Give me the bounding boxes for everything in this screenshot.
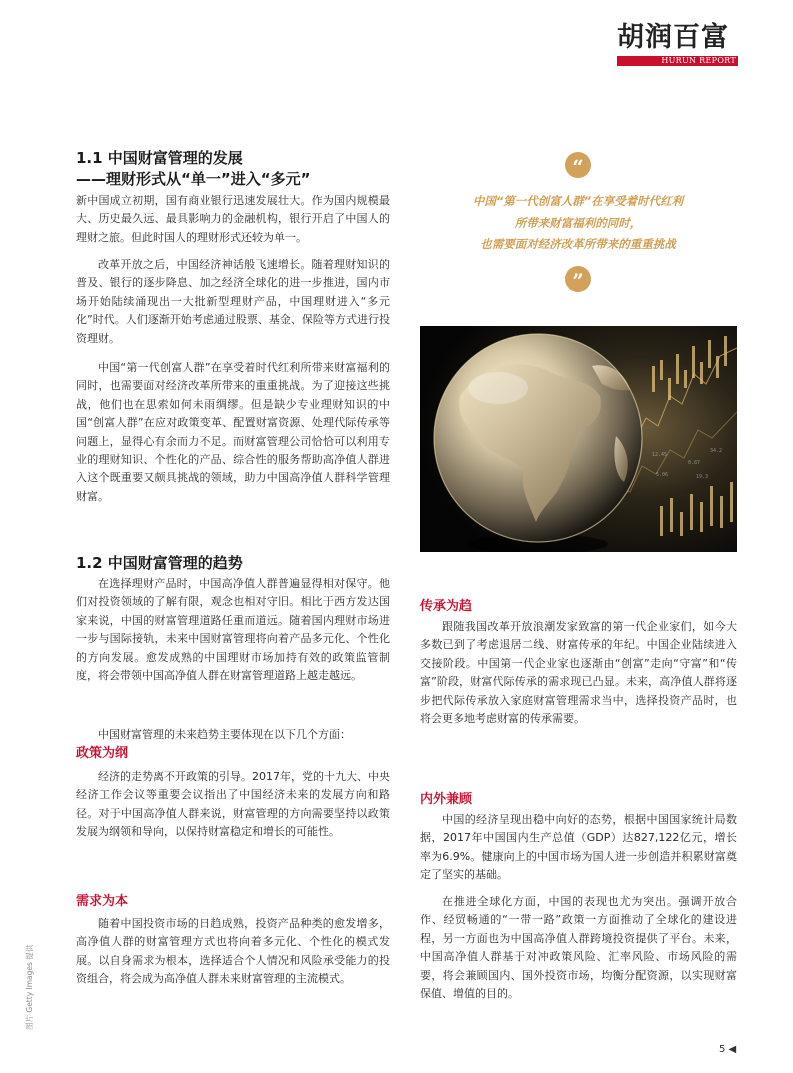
svg-text:12.45: 12.45 (652, 452, 668, 458)
section1-paragraph-2: 改革开放之后，中国经济神话般飞速增长。随着理财知识的普及、银行的逐步降息、加之经济全球化的进一步推进，国内市场开始陆续涌现出一大批新型理财产品，中国理财进入“多元化”时代。人们逐渐开始考虑通过股票、基金、保险等方式进行投资理财。 (76, 258, 390, 345)
trend-text-domestic-foreign-2: 在推进全球化方面，中国的表现也尤为突出。强调开放合作、经贸畅通的“一带一路”政策一方面推动了全球化的建设进程，另一方面也为中国高净值人群跨境投资提供了平台。未来，中国高净值人群基于对冲政策风险、汇率风险、市场风险的需要，将会兼顾国内、国外投资市场，均衡分配资源，以实现财富保值、增值的目的。 (420, 895, 737, 1001)
open-quote-icon: “ (565, 152, 591, 178)
section1-paragraph-3: 中国“第一代创富人群”在享受着时代红利所带来财富福利的同时，也需要面对经济改革所带来的重重挑战。为了迎接这些挑战，他们也在思索如何未雨绸缪。但是缺少专业理财知识的中国“创富人群”在应对政策变革、配置财富资源、处理代际传承等问题上，显得心有余而力不足。而财富管理公司恰恰可以利用专业的理财知识、个性化的产品、综合性的服务帮助高净值人群进入这个既重要又颇具挑战的领域，助力中国高净值人群科学管理财富。 (76, 361, 390, 503)
trend-title-demand: 需求为本 (76, 894, 129, 909)
page-number: 5 ◀ (719, 1044, 737, 1055)
section2-title: 1.2 中国财富管理的趋势 (76, 554, 243, 572)
trend-text-demand: 随着中国投资市场的日趋成熟，投资产品种类的愈发增多，高净值人群的财富管理方式也将向着多元化、个性化的模式发展。以自身需求为根本，选择适合个人情况和风险承受能力的投资组合，将会成为高净值人群未来财富管理的主流模式。 (76, 917, 390, 986)
photo-credit: 图片 Getty Images 提供 (25, 944, 34, 1030)
trend-text-policy: 经济的走势离不开政策的引导。2017年，党的十九大、中央经济工作会议等重要会议指出了中国经济未来的发展方向和路径。对于中国高净值人群来说，财富管理的方向需要坚持以政策发展为纲领和导向，以保持财富稳定和增长的可能性。 (76, 770, 390, 839)
hurun-logo (617, 22, 738, 68)
close-quote-icon: ” (565, 266, 591, 292)
section1-title: 1.1 中国财富管理的发展 (76, 149, 243, 167)
section1-subtitle: ——理财形式从“单一”进入“多元” (76, 170, 311, 188)
trend-text-inheritance: 跟随我国改革开放浪潮发家致富的第一代企业家们，如今大多数已到了考虑退居二线、财富传承的年纪。中国企业陆续进入交接阶段。中国第一代企业家也逐渐由“创富”走向“守富”和“传富”阶段，财富代际传承的需求现已凸显。未来，高净值人群将逐步把代际传承放入家庭财富管理需求当中，选择投资产品时，也将会更多地考虑财富的传承需要。 (420, 620, 737, 726)
logo-english: HURUN REPORT (661, 56, 736, 65)
trend-title-policy: 政策为纲 (76, 746, 129, 761)
pull-quote (424, 191, 732, 256)
svg-text:34.2: 34.2 (710, 448, 723, 454)
pull-quote-line-1: 中国“第一代创富人群”在享受着时代红利 (472, 194, 684, 208)
trend-title-domestic-foreign: 内外兼顾 (420, 792, 473, 807)
section1-paragraph-1: 新中国成立初期，国有商业银行迅速发展壮大。作为国内规模最大、历史最久远、最具影响力的金融机构，银行开启了中国人的理财之旅。但此时国人的理财形式还较为单一。 (76, 194, 390, 244)
trend-text-domestic-foreign-1: 中国的经济呈现出稳中向好的态势，根据中国国家统计局数据，2017年中国国内生产总值（GDP）达827,122亿元，增长率为6.9%。健康向上的中国市场为国人进一步创造并积累财富奠定了坚实的基础。 (420, 813, 737, 882)
svg-text:0.87: 0.87 (688, 460, 701, 466)
globe-illustration (420, 326, 737, 552)
pull-quote-line-3: 也需要面对经济改革所带来的重重挑战 (480, 237, 676, 251)
section2-lead: 中国财富管理的未来趋势主要体现在以下几个方面： (98, 728, 351, 741)
svg-text:19.3: 19.3 (696, 474, 709, 480)
logo-chinese: 胡润百富 (617, 22, 729, 53)
pull-quote-line-2: 所带来财富福利的同时， (514, 215, 642, 230)
globe-photo (420, 326, 737, 552)
trend-title-inheritance: 传承为趋 (420, 599, 473, 614)
section2-intro: 在选择理财产品时，中国高净值人群普遍显得相对保守。他们对投资领域的了解有限，观念也相对守旧。相比于西方发达国家来说，中国的财富管理道路任重而道远。随着国内理财市场进一步与国际接轨，未来中国财富管理将向着产品多元化、个性化的方向发展。愈发成熟的中国理财市场加持有效的政策监管制度，将会带领中国高净值人群在财富管理道路上越走越远。 (76, 577, 390, 683)
svg-text:5.06: 5.06 (656, 472, 669, 478)
